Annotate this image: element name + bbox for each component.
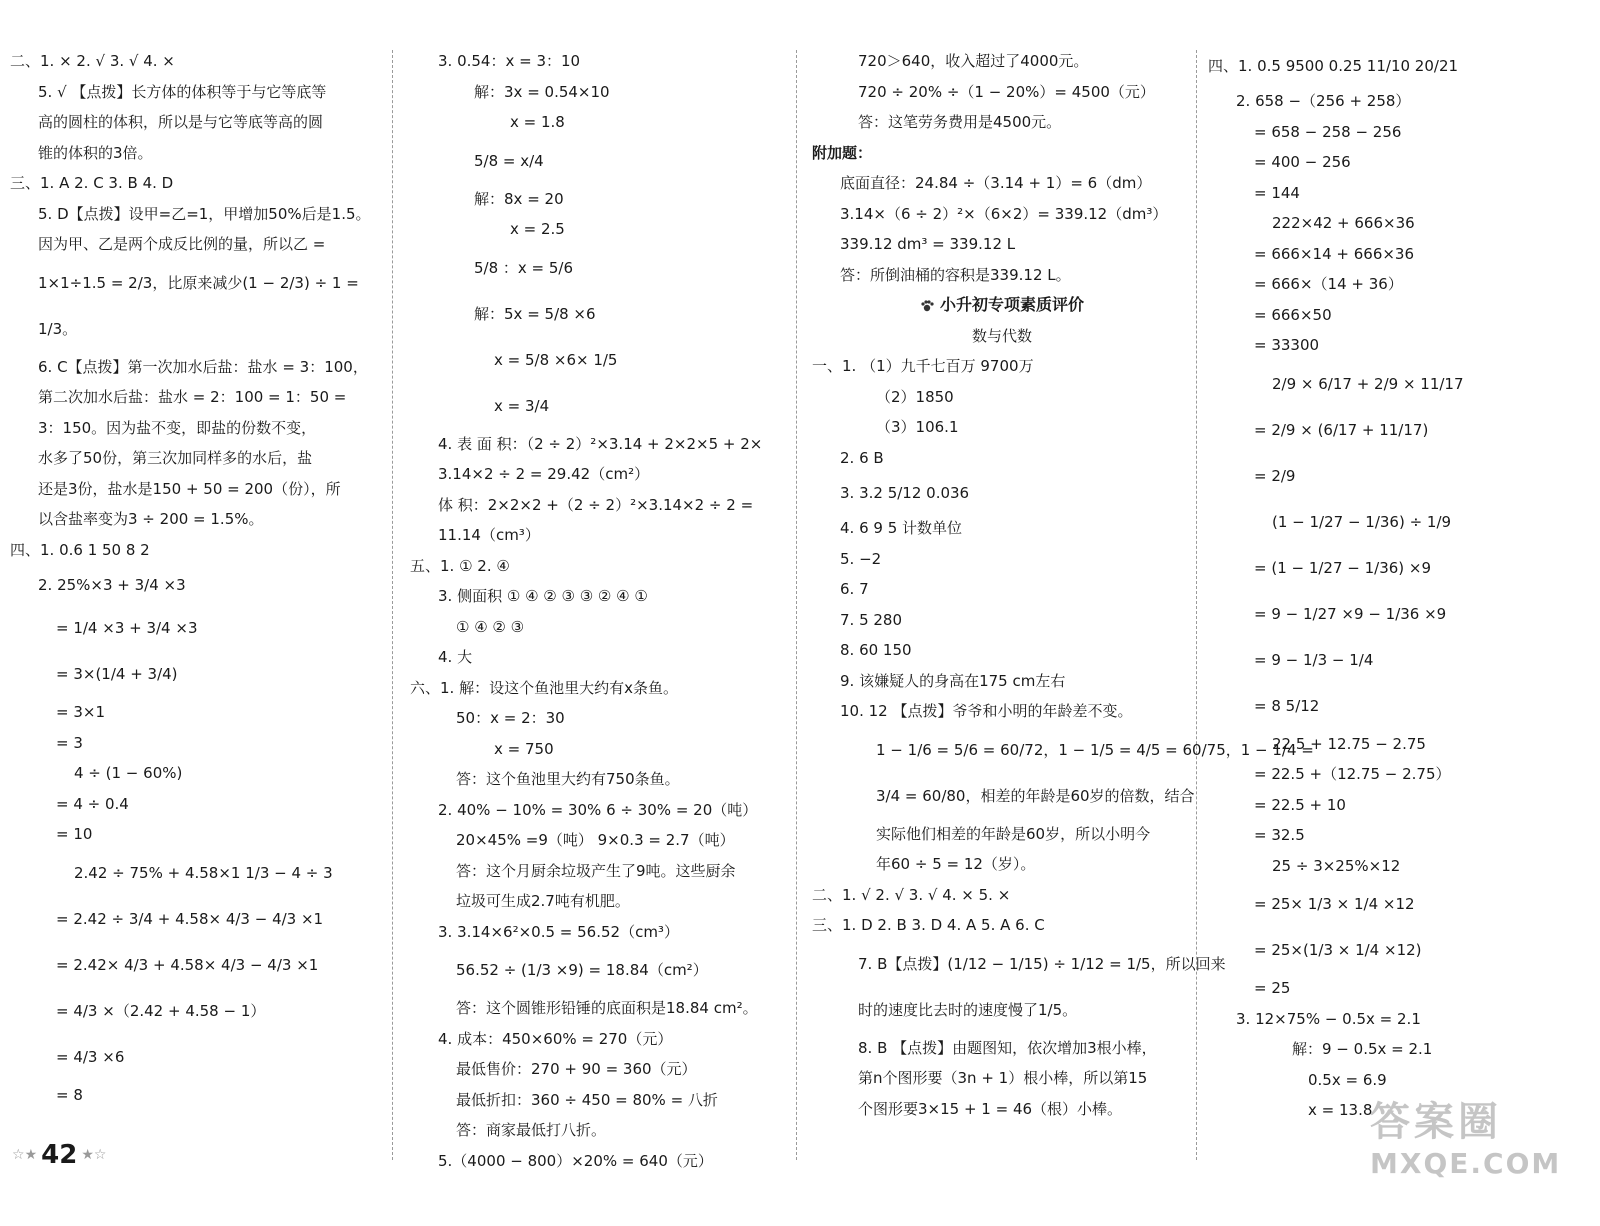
text-line: 答：商家最低打八折。: [456, 1121, 607, 1139]
text-line: 三、1. A 2. C 3. B 4. D: [10, 174, 174, 192]
star-icon: ☆: [12, 1147, 25, 1163]
text-line: 第n个图形要（3n + 1）根小棒，所以第15: [858, 1069, 1148, 1087]
text-line: (1 − 1/27 − 1/36) ÷ 1/9: [1272, 512, 1452, 531]
text-line: 解：3x = 0.54×10: [474, 82, 610, 101]
text-line: 3/4 = 60/80，相差的年龄是60岁的倍数，结合: [876, 786, 1195, 805]
star-icon: ★: [81, 1147, 94, 1163]
text-line: 6. 7: [840, 580, 869, 598]
text-line: 答：所倒油桶的容积是339.12 L。: [840, 265, 1071, 284]
text-line: 11.14（cm³）: [438, 526, 540, 544]
text-line: = 2.42× 4/3 + 4.58× 4/3 − 4/3 ×1: [56, 955, 319, 974]
watermark-cn: 答案圈: [1370, 1099, 1502, 1145]
text-line: 1×1÷1.5 = 2/3，比原来减少(1 − 2/3) ÷ 1 =: [38, 273, 359, 292]
text-line: = 658 − 258 − 256: [1254, 122, 1402, 141]
text-line: 垃圾可生成2.7吨有机肥。: [456, 892, 630, 910]
star-icon: ★: [24, 1147, 38, 1163]
text-line: = 25× 1/3 × 1/4 ×12: [1254, 895, 1415, 913]
text-line: 解：9 − 0.5x = 2.1: [1292, 1040, 1433, 1058]
text-line: 2. 40% − 10% = 30% 6 ÷ 30% = 20（吨）: [438, 800, 758, 819]
text-line: 四、1. 0.5 9500 0.25 11/10 20/21: [1208, 57, 1459, 75]
watermark-logo: [1370, 1090, 1590, 1210]
column-divider: [796, 50, 797, 1160]
text-line: 5/8 = x/4: [474, 151, 544, 170]
text-line: 水多了50份，第三次加同样多的水后，盐: [38, 449, 313, 467]
text-line: x = 5/8 ×6× 1/5: [494, 350, 618, 369]
text-line: 4. 成本：450×60% = 270（元）: [438, 1029, 673, 1048]
text-line: = 22.5 +（12.75 − 2.75）: [1254, 765, 1451, 783]
text-line: = 666×14 + 666×36: [1254, 244, 1415, 263]
text-line: 0.5x = 6.9: [1308, 1070, 1387, 1089]
column-divider: [1196, 50, 1197, 1160]
text-line: 答：这个圆锥形铅锤的底面积是18.84 cm²。: [456, 999, 758, 1017]
text-line: = 4 ÷ 0.4: [56, 794, 129, 813]
text-line: = 3×1: [56, 703, 105, 721]
text-line: 1/3。: [38, 319, 78, 338]
text-line: 3. 3.14×6²×0.5 = 56.52（cm³）: [438, 922, 679, 941]
text-line: 答：这个月厨余垃圾产生了9吨。这些厨余: [456, 861, 736, 880]
text-line: 高的圆柱的体积，所以是与它等底等高的圆: [38, 113, 324, 131]
text-line: 第二次加水后盐：盐水 = 2：100 = 1：50 =: [38, 388, 347, 406]
text-line: 5. D【点拨】设甲=乙=1，甲增加50%后是1.5。: [38, 204, 371, 223]
section-title: [812, 290, 1192, 321]
text-line: （3）106.1: [876, 418, 959, 436]
text-line: 2. 658 −（256 + 258）: [1236, 92, 1411, 110]
text-line: （2）1850: [876, 387, 954, 406]
column-divider: [392, 50, 393, 1160]
text-line: 25 ÷ 3×25%×12: [1272, 856, 1401, 875]
text-line: = 144: [1254, 183, 1300, 202]
text-line: x = 13.8: [1308, 1101, 1373, 1119]
text-line: 10. 12 【点拨】爷爷和小明的年龄差不变。: [840, 702, 1133, 720]
text-line: 4. 大: [438, 648, 473, 666]
text-line: x = 3/4: [494, 396, 550, 415]
text-line: 解：8x = 20: [474, 189, 564, 208]
text-line: = 9 − 1/3 − 1/4: [1254, 650, 1374, 669]
text-line: 4. 6 9 5 计数单位: [840, 519, 963, 537]
text-line: = 33300: [1254, 336, 1320, 354]
text-line: 339.12 dm³ = 339.12 L: [840, 235, 1016, 253]
text-line: = 400 − 256: [1254, 153, 1351, 171]
text-line: 5.（4000 − 800）×20% = 640（元）: [438, 1151, 713, 1170]
text-line: 附加题：: [812, 143, 873, 162]
text-line: = 2/9 × (6/17 + 11/17): [1254, 420, 1429, 439]
text-line: = 8 5/12: [1254, 696, 1320, 715]
text-line: = 666×（14 + 36）: [1254, 275, 1403, 293]
text-line: = 2.42 ÷ 3/4 + 4.58× 4/3 − 4/3 ×1: [56, 909, 324, 928]
text-line: 720＞640，收入超过了4000元。: [858, 52, 1089, 70]
text-line: 三、1. D 2. B 3. D 4. A 5. A 6. C: [812, 916, 1045, 934]
text-line: 3.14×2 ÷ 2 = 29.42（cm²）: [438, 465, 650, 483]
text-line: 2. 25%×3 + 3/4 ×3: [38, 576, 186, 594]
text-line: = 9 − 1/27 ×9 − 1/36 ×9: [1254, 604, 1447, 623]
text-line: 3. 3.2 5/12 0.036: [840, 484, 970, 502]
page-number-text: 42: [41, 1140, 78, 1170]
text-line: 9. 该嫌疑人的身高在175 cm左右: [840, 671, 1066, 690]
text-line: 5. √ 【点拨】长方体的体积等于与它等底等: [38, 82, 327, 101]
text-line: 底面直径：24.84 ÷（3.14 + 1）= 6（dm）: [840, 174, 1152, 192]
text-line: 锥的体积的3倍。: [38, 143, 153, 162]
text-line: 四、1. 0.6 1 50 8 2: [10, 540, 150, 559]
text-line: = 10: [56, 825, 93, 843]
subsection-title: 数与代数: [971, 326, 1032, 345]
text-line: 2.42 ÷ 75% + 4.58×1 1/3 − 4 ÷ 3: [74, 863, 333, 882]
text-line: 个图形要3×15 + 1 = 46（根）小棒。: [858, 1099, 1123, 1118]
text-line: 还是3份，盐水是150 + 50 = 200（份），所: [38, 479, 341, 498]
text-line: = 4/3 ×（2.42 + 4.58 − 1）: [56, 1001, 266, 1020]
text-line: x = 1.8: [510, 113, 565, 131]
text-line: 3：150。因为盐不变，即盐的份数不变，: [38, 418, 317, 437]
text-line: 3.14×（6 ÷ 2）²×（6×2）= 339.12（dm³）: [840, 204, 1168, 223]
watermark-en: MXQE.COM: [1370, 1147, 1562, 1180]
text-line: 4 ÷ (1 − 60%): [74, 764, 183, 782]
text-line: = 22.5 + 10: [1254, 795, 1346, 814]
text-line: = 25×(1/3 × 1/4 ×12): [1254, 941, 1422, 959]
text-line: 3. 0.54：x = 3：10: [438, 52, 581, 70]
text-line: x = 750: [494, 739, 554, 758]
text-line: 20×45% =9（吨） 9×0.3 = 2.7（吨）: [456, 831, 735, 849]
text-line: 体 积：2×2×2 +（2 ÷ 2）²×3.14×2 ÷ 2 =: [438, 495, 754, 514]
text-line: 时的速度比去时的速度慢了1/5。: [858, 1000, 1078, 1019]
text-line: 3. 12×75% − 0.5x = 2.1: [1236, 1009, 1421, 1028]
text-line: = 32.5: [1254, 826, 1305, 844]
text-line: = 3×(1/4 + 3/4): [56, 665, 178, 683]
text-line: 7. 5 280: [840, 610, 903, 629]
section-title-text: 小升初专项素质评价: [939, 295, 1084, 314]
text-line: = 25: [1254, 979, 1291, 997]
answer-column-1: [10, 46, 378, 1166]
text-line: 1 − 1/6 = 5/6 = 60/72，1 − 1/5 = 4/5 = 60/75，1 − 1/4 =: [876, 740, 1314, 759]
text-line: 2/9 × 6/17 + 2/9 × 11/17: [1272, 374, 1464, 393]
answer-column-2: [410, 46, 788, 1170]
text-line: = (1 − 1/27 − 1/36) ×9: [1254, 558, 1432, 577]
text-line: = 2/9: [1254, 466, 1296, 485]
text-line: 6. C【点拨】第一次加水后盐：盐水 = 3：100，: [38, 357, 368, 376]
text-line: 答：这个鱼池里大约有750条鱼。: [456, 770, 680, 788]
text-line: 5/8 ：x = 5/6: [474, 258, 574, 277]
text-line: 8. 60 150: [840, 641, 912, 659]
text-line: 8. B 【点拨】由题图知，依次增加3根小棒，: [858, 1038, 1157, 1057]
text-line: 7. B【点拨】(1/12 − 1/15) ÷ 1/12 = 1/5，所以回来: [858, 954, 1226, 973]
text-line: x = 2.5: [510, 220, 565, 238]
text-line: 实际他们相差的年龄是60岁，所以小明今: [876, 824, 1151, 843]
text-line: 因为甲、乙是两个成反比例的量，所以乙 =: [38, 235, 326, 253]
text-line: 二、1. √ 2. √ 3. √ 4. × 5. ×: [812, 885, 1011, 904]
text-line: 解：5x = 5/8 ×6: [474, 304, 596, 323]
text-line: 六、1. 解：设这个鱼池里大约有x条鱼。: [410, 678, 678, 697]
text-line: 2. 6 B: [840, 448, 884, 467]
text-line: 答：这笔劳务费用是4500元。: [858, 113, 1062, 131]
text-line: = 4/3 ×6: [56, 1047, 125, 1066]
text-line: = 3: [56, 733, 83, 752]
page-number: [12, 1140, 106, 1170]
star-icon: ☆: [93, 1147, 107, 1163]
text-line: 4. 表 面 积：（2 ÷ 2）²×3.14 + 2×2×5 + 2×: [438, 434, 763, 453]
text-line: 3. 侧面积 ① ④ ② ③ ③ ② ④ ①: [438, 587, 648, 605]
text-line: 最低折扣：360 ÷ 450 = 80% = 八折: [456, 1090, 718, 1109]
text-line: 最低售价：270 + 90 = 360（元）: [456, 1060, 697, 1078]
text-line: 一、1. （1）九千七百万 9700万: [812, 357, 1034, 375]
text-line: 222×42 + 666×36: [1272, 214, 1415, 232]
text-line: = 1/4 ×3 + 3/4 ×3: [56, 619, 198, 637]
text-line: 二、1. × 2. √ 3. √ 4. ×: [10, 52, 175, 70]
text-line: 22.5 + 12.75 − 2.75: [1272, 734, 1426, 753]
text-line: 五、1. ① 2. ④: [410, 556, 510, 575]
text-line: 5. −2: [840, 549, 882, 568]
text-line: 56.52 ÷ (1/3 ×9) = 18.84（cm²）: [456, 961, 708, 979]
text-line: = 666×50: [1254, 305, 1332, 324]
text-line: 720 ÷ 20% ÷（1 − 20%）= 4500（元）: [858, 82, 1155, 101]
text-line: = 8: [56, 1085, 83, 1104]
text-line: ① ④ ② ③: [456, 617, 525, 636]
text-line: 年60 ÷ 5 = 12（岁）。: [876, 855, 1036, 873]
paw-icon: [920, 299, 934, 313]
text-line: 50：x = 2：30: [456, 709, 565, 727]
answer-column-4: [1208, 46, 1588, 1166]
text-line: 以含盐率变为3 ÷ 200 = 1.5%。: [38, 510, 264, 528]
